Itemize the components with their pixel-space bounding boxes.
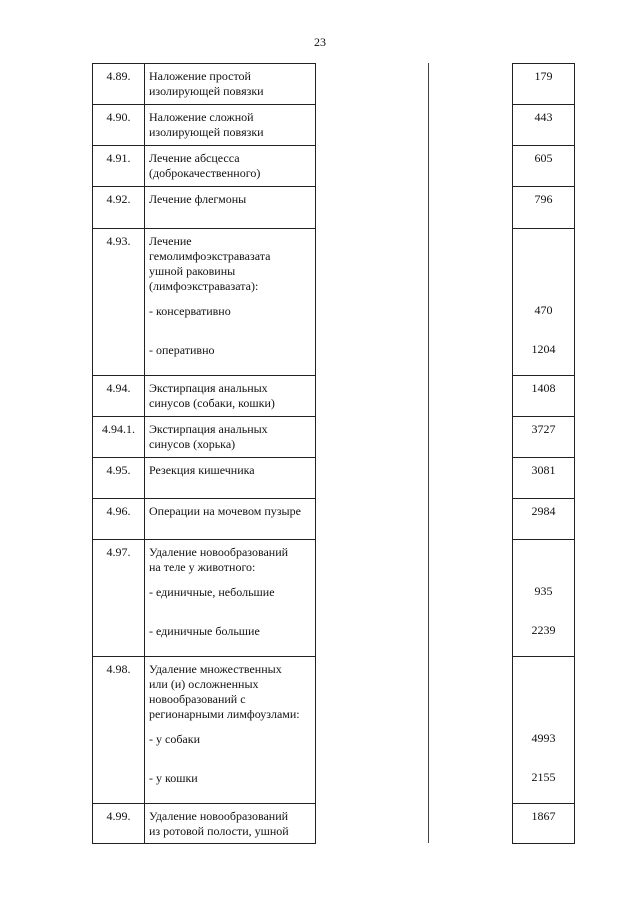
row-code: 4.97.: [93, 540, 145, 657]
row-code: 4.92.: [93, 187, 145, 229]
row-description: [145, 458, 316, 499]
row-description: [145, 417, 316, 458]
price-row: [513, 417, 575, 458]
subitem-price: 2155: [531, 770, 556, 784]
description-line: Удаление новообразований: [149, 809, 289, 823]
subitem-price: 470: [534, 303, 553, 317]
table-row: [93, 540, 316, 657]
description-line: Экстирпация анальных: [149, 422, 268, 436]
description-line: Лечение флегмоны: [149, 192, 247, 206]
table-row: [93, 105, 316, 146]
description-line: Лечение абсцесса: [149, 151, 240, 165]
table-row: [93, 657, 316, 804]
description-line: гемолимфоэкстравазата: [149, 249, 271, 263]
price-row: [513, 499, 575, 540]
row-code: 4.95.: [93, 458, 145, 499]
table-row: [93, 229, 316, 376]
row-description: [145, 229, 316, 376]
price-cell: 179: [513, 64, 575, 105]
row-code: 4.98.: [93, 657, 145, 804]
price-row: [513, 458, 575, 499]
subitem-price: 935: [534, 584, 553, 598]
price-row: [513, 187, 575, 229]
description-line: Лечение: [149, 234, 192, 248]
table-row: [93, 64, 316, 105]
row-description: [145, 499, 316, 540]
row-description: [145, 657, 316, 804]
price-row: [513, 804, 575, 844]
table-row: [93, 146, 316, 187]
table-row: [93, 804, 316, 844]
price-row: [513, 229, 575, 376]
row-description: [145, 187, 316, 229]
description-line: синусов (хорька): [149, 437, 236, 451]
description-line: изолирующей повязки: [149, 125, 264, 139]
table-row: [93, 187, 316, 229]
price-cell: [513, 540, 575, 657]
description-line: синусов (собаки, кошки): [149, 396, 275, 410]
subitem-label: - консервативно: [149, 304, 231, 318]
description-line: (доброкачественного): [149, 166, 261, 180]
subitem-label: - у собаки: [149, 732, 201, 746]
price-cell: 1408: [513, 376, 575, 417]
column-divider-line: [428, 63, 429, 843]
description-line: Наложение сложной: [149, 110, 254, 124]
table-row: [93, 417, 316, 458]
price-cell: 2984: [513, 499, 575, 540]
price-row: [513, 105, 575, 146]
table-row: [93, 376, 316, 417]
description-line: Удаление новообразований: [149, 545, 289, 559]
description-line: ушной раковины: [149, 264, 236, 278]
row-code: 4.89.: [93, 64, 145, 105]
table-row: [93, 499, 316, 540]
row-description: [145, 64, 316, 105]
subitem-label: - единичные большие: [149, 624, 260, 638]
description-line: Удаление множественных: [149, 662, 282, 676]
subitem-label: - оперативно: [149, 343, 215, 357]
price-row: [513, 146, 575, 187]
description-line: (лимфоэкстравазата):: [149, 279, 259, 293]
price-row: [513, 376, 575, 417]
row-code: 4.91.: [93, 146, 145, 187]
row-description: [145, 376, 316, 417]
description-line: из ротовой полости, ушной: [149, 824, 289, 838]
row-description: [145, 804, 316, 844]
description-line: Экстирпация анальных: [149, 381, 268, 395]
prices-table: [512, 63, 575, 844]
description-line: регионарными лимфоузлами:: [149, 707, 300, 721]
price-cell: 605: [513, 146, 575, 187]
page-number: 23: [314, 35, 326, 49]
price-cell: 796: [513, 187, 575, 229]
description-line: изолирующей повязки: [149, 84, 264, 98]
description-line: Резекция кишечника: [149, 463, 255, 477]
row-description: [145, 146, 316, 187]
row-code: 4.90.: [93, 105, 145, 146]
subitem-label: - у кошки: [149, 771, 198, 785]
price-cell: 3727: [513, 417, 575, 458]
price-cell: 443: [513, 105, 575, 146]
subitem-price: 4993: [531, 731, 556, 745]
subitem-price: 1204: [531, 342, 556, 356]
row-code: 4.93.: [93, 229, 145, 376]
price-cell: [513, 657, 575, 804]
subitem-price: 2239: [531, 623, 556, 637]
description-line: на теле у животного:: [149, 560, 256, 574]
price-cell: [513, 229, 575, 376]
row-description: [145, 105, 316, 146]
row-code: 4.94.1.: [93, 417, 145, 458]
subitem-label: - единичные, небольшие: [149, 585, 275, 599]
price-row: [513, 657, 575, 804]
row-code: 4.96.: [93, 499, 145, 540]
price-row: [513, 540, 575, 657]
table-row: [93, 458, 316, 499]
price-cell: 1867: [513, 804, 575, 844]
description-line: Наложение простой: [149, 69, 251, 83]
description-line: или (и) осложненных: [149, 677, 259, 691]
price-cell: 3081: [513, 458, 575, 499]
row-description: [145, 540, 316, 657]
price-row: [513, 64, 575, 105]
description-line: новообразований с: [149, 692, 246, 706]
services-table: [92, 63, 316, 844]
row-code: 4.99.: [93, 804, 145, 844]
row-code: 4.94.: [93, 376, 145, 417]
description-line: Операции на мочевом пузыре: [149, 504, 301, 518]
